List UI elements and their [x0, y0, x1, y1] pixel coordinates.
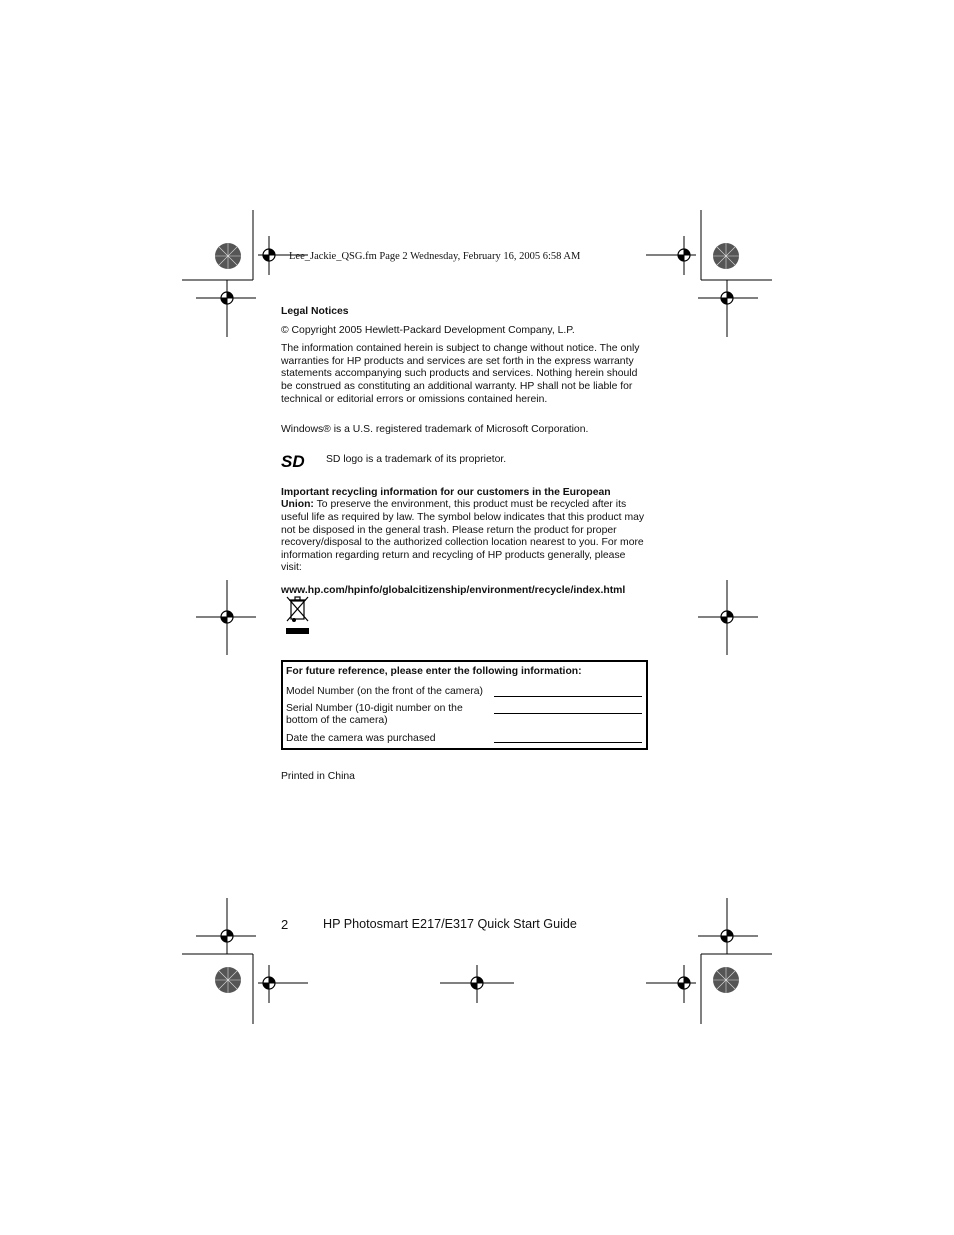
legal-section [281, 306, 645, 598]
sd-trademark-text: SD logo is a trademark of its proprietor. [326, 454, 507, 466]
model-number-label: Model Number (on the front of the camera) [286, 686, 483, 697]
purchase-date-field[interactable] [494, 742, 642, 743]
recycling-body: To preserve the environment, this product must be recycled after its useful life as required by law. The symbol below indicates that this product may not be disposed in the general trash. Please return the product for proper recovery/disposal to the authorized collection location nearest to you. For more information regarding return and recycling of HP products generally, please visit: [281, 499, 645, 574]
recycling-heading: Important recycling information for our customers in the European Union: [281, 486, 611, 511]
model-number-row [286, 686, 641, 698]
print-slug: Lee_Jackie_QSG.fm Page 2 Wednesday, February 16, 2005 6:58 AM [289, 251, 581, 262]
printed-in-text: Printed in China [281, 771, 355, 782]
svg-text:SD: SD [281, 452, 305, 469]
serial-number-field[interactable] [494, 713, 642, 714]
crossed-out-wheelie-bin-icon [285, 592, 311, 636]
model-number-field[interactable] [494, 696, 642, 697]
purchase-date-row [286, 733, 641, 745]
sd-trademark-row [281, 453, 645, 469]
recycle-url-link[interactable]: www.hp.com/hpinfo/globalcitizenship/environment/recycle/index.html [281, 584, 626, 596]
future-reference-box [281, 660, 648, 750]
purchase-date-label: Date the camera was purchased [286, 733, 436, 744]
reference-box-title: For future reference, please enter the following information: [286, 666, 582, 677]
sd-logo-icon [281, 453, 323, 469]
footer-title: HP Photosmart E217/E317 Quick Start Guide [323, 917, 577, 931]
page-number: 2 [281, 917, 289, 932]
copyright-text: © Copyright 2005 Hewlett-Packard Development Company, L.P. [281, 324, 575, 336]
disclaimer-text: The information contained herein is subject to change without notice. The only warranties for HP products and services are set forth in the express warranty statements accompanying such products and services. Nothing herein should be construed as constituting an additional warranty. HP shall not be liable for technical or editorial errors or omissions contained herein. [281, 343, 640, 405]
legal-heading: Legal Notices [281, 306, 349, 317]
recycling-paragraph [281, 487, 645, 575]
serial-number-row [286, 703, 641, 727]
windows-trademark: Windows® is a U.S. registered trademark of Microsoft Corporation. [281, 424, 589, 436]
serial-number-label: Serial Number (10-digit number on the bottom of the camera) [286, 703, 463, 726]
